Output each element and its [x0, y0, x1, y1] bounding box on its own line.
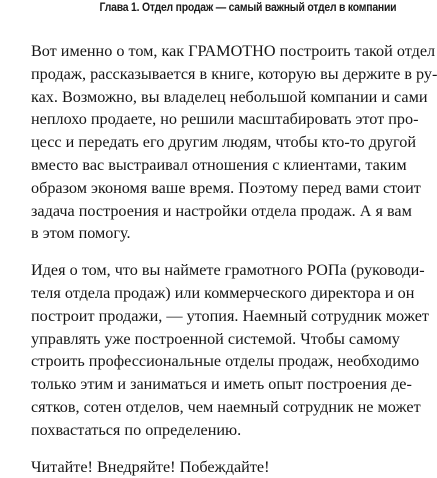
text-line: вместо вас выстраивал отношения с клиентами, таким: [31, 155, 407, 174]
text-line: образом экономя ваше время. Поэтому перед вами стоит: [31, 178, 421, 197]
text-line: только этим и заниматься и иметь опыт построения де-: [31, 375, 412, 394]
paragraph: [31, 259, 429, 441]
text-line: Идея о том, что вы наймете грамотного РОПа (руководи-: [31, 261, 425, 280]
closing-line: Читайте! Внедряйте! Побеждайте!: [31, 457, 270, 476]
text-line: Вот именно о том, как ГРАМОТНО построить такой отдел: [31, 42, 436, 60]
text-line: задача построения и настройки отдела продаж. А я вам: [31, 201, 412, 220]
text-line: цесс и передать его другим людям, чтобы кто-то другой: [31, 133, 416, 152]
text-line: продаж, рассказывается в книге, которую вы держите в ру-: [31, 64, 437, 83]
text-line: управлять уже построенной системой. Чтобы самому: [31, 329, 400, 348]
text-line: похвастаться по определению.: [31, 420, 242, 439]
text-line: построит продажи, — утопия. Наемный сотрудник может: [31, 306, 429, 325]
text-line: в этом помогу.: [31, 224, 131, 243]
paragraph: [31, 40, 437, 245]
running-head: Глава 1. Отдел продаж — самый важный отдел в компании: [99, 0, 396, 14]
text-line: неплохо продаете, но решили масштабировать этот про-: [31, 110, 419, 129]
text-line: строить профессиональные отделы продаж, необходимо: [31, 352, 420, 371]
text-line: ках. Возможно, вы владелец небольшой компании и сами: [31, 87, 428, 106]
text-line: теля отдела продаж) или коммерческого директора и он: [31, 283, 415, 302]
text-line: сятков, сотен отделов, чем наемный сотрудник не может: [31, 397, 421, 416]
body-text: [31, 40, 437, 478]
